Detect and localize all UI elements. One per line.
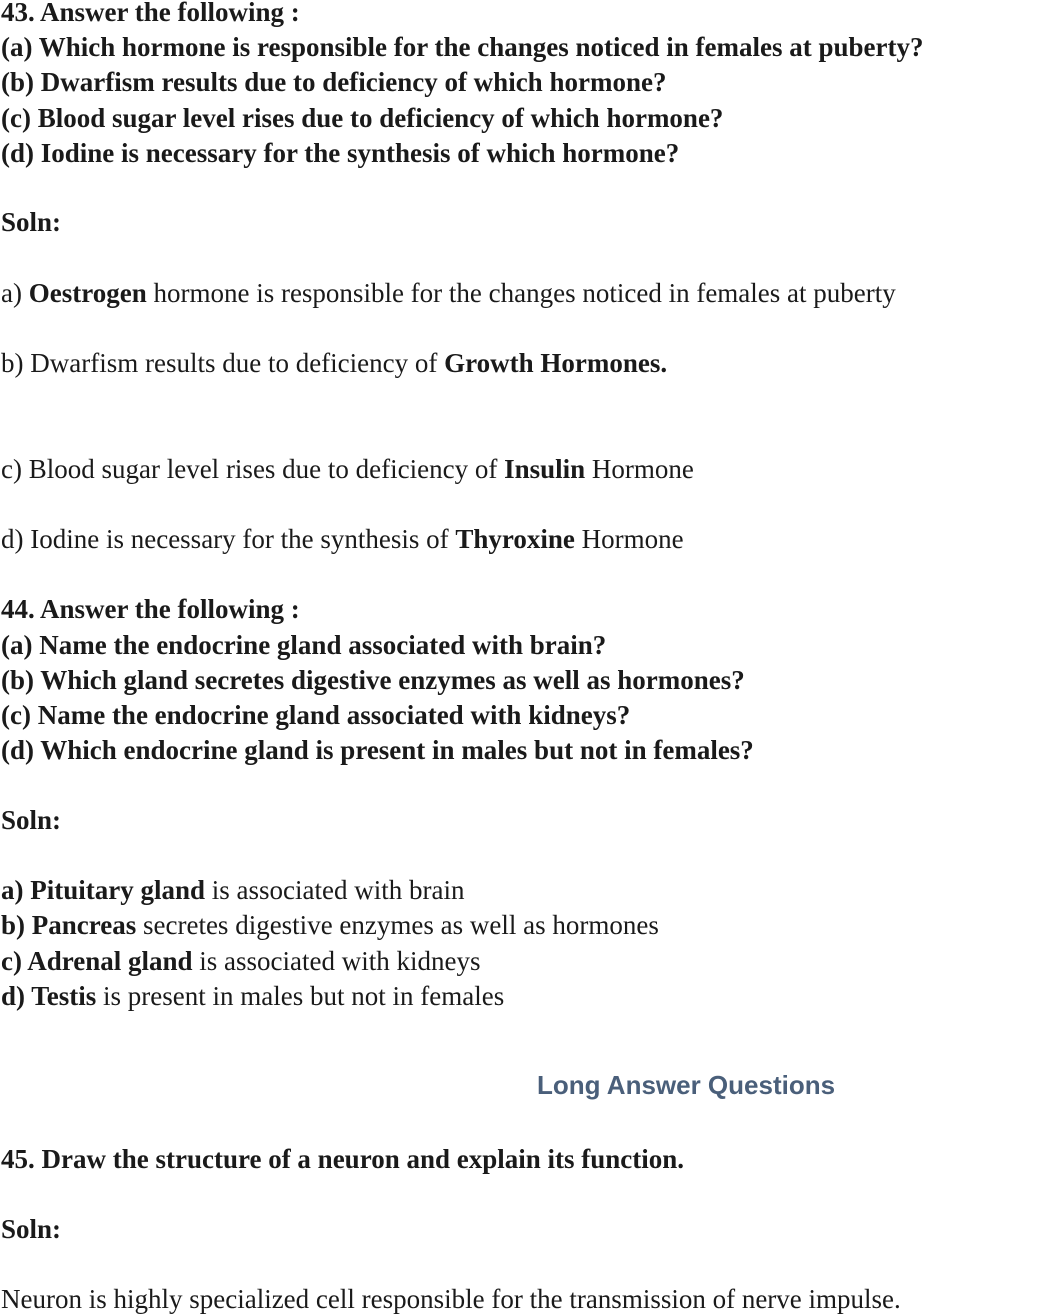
answer-text: Hormone — [585, 454, 694, 484]
q44-soln-label: Soln: — [1, 805, 62, 835]
q43-answer-a — [1, 276, 896, 310]
q44-part-c: (c) Name the endocrine gland associated with kidneys? — [1, 700, 631, 730]
q44-title: 44. Answer the following : — [1, 594, 300, 624]
answer-text: hormone is responsible for the changes noticed in females at puberty — [146, 278, 896, 308]
q43-soln-label: Soln: — [1, 207, 62, 237]
q44-answer-c — [1, 944, 481, 978]
answer-keyword: d) Testis — [1, 981, 97, 1011]
q45-answer: Neuron is highly specialized cell responsible for the transmission of nerve impulse. — [1, 1284, 901, 1314]
q43-part-c: (c) Blood sugar level rises due to deficiency of which hormone? — [1, 103, 724, 133]
q43-answer-b — [1, 346, 667, 380]
q43-part-d: (d) Iodine is necessary for the synthesis of which hormone? — [1, 138, 680, 168]
q44-answer-b — [1, 908, 659, 942]
answer-text: is associated with brain — [205, 875, 465, 905]
answer-keyword: Thyroxine — [455, 524, 575, 554]
answer-keyword: Insulin — [504, 454, 586, 484]
answer-text: c) Blood sugar level rises due to deficiency of — [1, 454, 505, 484]
q45-soln-label: Soln: — [1, 1214, 62, 1244]
answer-keyword: Oestrogen — [28, 278, 147, 308]
answer-prefix: a) — [1, 278, 29, 308]
q43-title: 43. Answer the following : — [1, 0, 300, 27]
q43-part-b: (b) Dwarfism results due to deficiency of which hormone? — [1, 67, 667, 97]
q45-title: 45. Draw the structure of a neuron and explain its function. — [1, 1144, 685, 1174]
q43-answer-d — [1, 522, 684, 556]
answer-keyword: a) Pituitary gland — [1, 875, 206, 905]
q44-part-b: (b) Which gland secretes digestive enzymes as well as hormones? — [1, 665, 745, 695]
q43-part-a: (a) Which hormone is responsible for the changes noticed in females at puberty? — [1, 32, 924, 62]
answer-text: is associated with kidneys — [192, 946, 481, 976]
q44-answer-d — [1, 979, 504, 1013]
q44-part-d: (d) Which endocrine gland is present in males but not in females? — [1, 735, 754, 765]
answer-text: d) Iodine is necessary for the synthesis of — [1, 524, 456, 554]
q43-answer-c — [1, 452, 694, 486]
answer-keyword: c) Adrenal gland — [1, 946, 193, 976]
section-heading: Long Answer Questions — [537, 1070, 836, 1100]
answer-text: is present in males but not in females — [96, 981, 505, 1011]
answer-text: secretes digestive enzymes as well as hormones — [136, 910, 659, 940]
answer-text: b) Dwarfism results due to deficiency of — [1, 348, 445, 378]
answer-text: Hormone — [574, 524, 684, 554]
answer-keyword: b) Pancreas — [1, 910, 137, 940]
q44-answer-a — [1, 873, 464, 907]
q44-part-a: (a) Name the endocrine gland associated with brain? — [1, 630, 607, 660]
answer-keyword: Growth Hormones. — [444, 348, 668, 378]
